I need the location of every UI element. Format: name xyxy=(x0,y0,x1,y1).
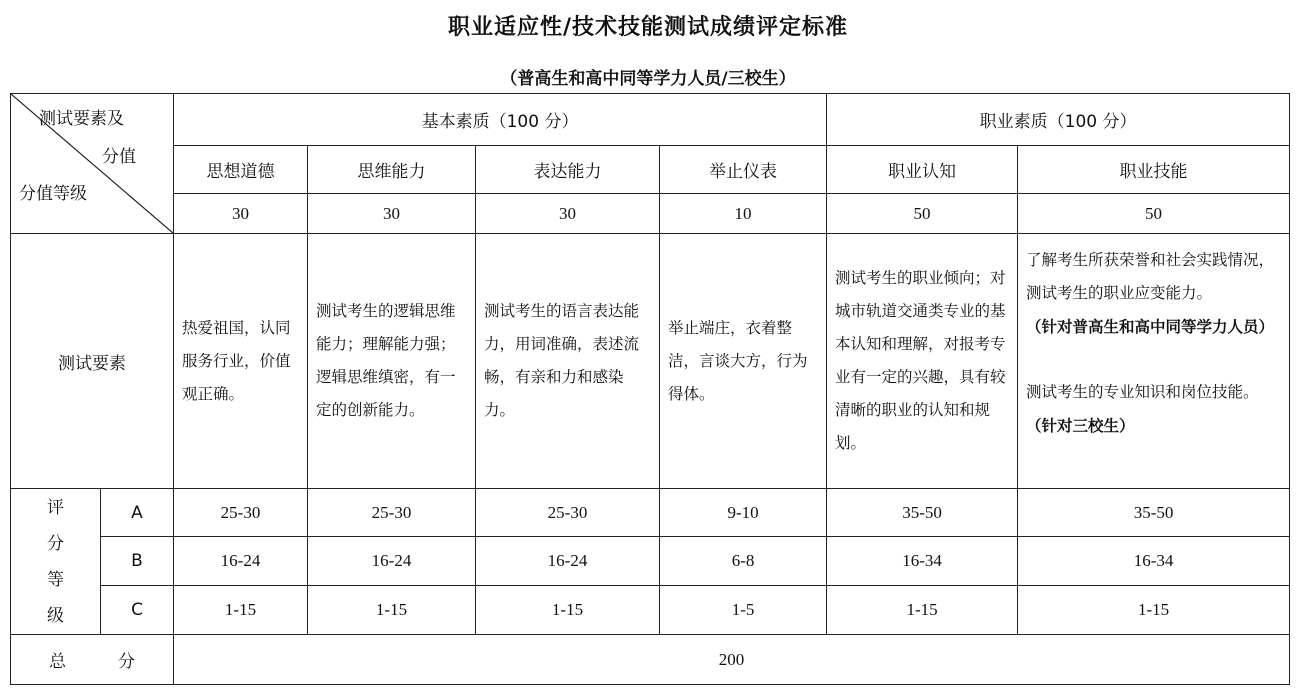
grade-range: 6-8 xyxy=(660,537,827,586)
grade-range: 1-15 xyxy=(827,586,1018,635)
grade-range: 1-15 xyxy=(174,586,308,635)
grading-label-char: 评 xyxy=(47,497,64,518)
page-subtitle: （普高生和高中同等学力人员/三校生） xyxy=(500,69,796,89)
column-score: 50 xyxy=(827,194,1018,234)
skills-desc-target2: （针对三校生） xyxy=(1026,416,1135,435)
grade-range: 16-34 xyxy=(1018,537,1290,586)
column-name: 职业认知 xyxy=(827,146,1018,194)
elements-label: 测试要素 xyxy=(11,234,174,489)
column-score: 30 xyxy=(174,194,308,234)
grade-row-c xyxy=(11,586,1290,635)
total-label-a: 总 xyxy=(49,652,66,672)
element-description: 测试考生的职业倾向；对城市轨道交通类专业的基本认知和理解，对报考专业有一定的兴趣，具有较清晰的职业的认知和规划。 xyxy=(827,234,1018,489)
grade-letter: A xyxy=(101,489,174,537)
group-header-professional: 职业素质（100 分） xyxy=(827,94,1290,146)
grade-range: 1-15 xyxy=(1018,586,1290,635)
grade-range: 35-50 xyxy=(827,489,1018,537)
element-description: 举止端庄，衣着整洁，言谈大方，行为得体。 xyxy=(660,234,827,489)
grade-letter: B xyxy=(101,537,174,586)
element-description: 测试考生的逻辑思维能力；理解能力强；逻辑思维缜密，有一定的创新能力。 xyxy=(308,234,476,489)
column-name: 职业技能 xyxy=(1018,146,1290,194)
grade-range: 1-5 xyxy=(660,586,827,635)
corner-label-score: 分值 xyxy=(102,147,136,167)
grade-range: 25-30 xyxy=(174,489,308,537)
column-score-row xyxy=(11,194,1290,234)
element-description: 测试考生的语言表达能力，用词准确，表述流畅，有亲和力和感染力。 xyxy=(476,234,660,489)
grade-range: 16-24 xyxy=(174,537,308,586)
column-score: 10 xyxy=(660,194,827,234)
grading-label-char: 分 xyxy=(47,533,64,554)
skills-desc-part2 xyxy=(1026,376,1281,443)
grade-letter: C xyxy=(101,586,174,635)
column-name: 思想道德 xyxy=(174,146,308,194)
column-score: 50 xyxy=(1018,194,1290,234)
column-name: 举止仪表 xyxy=(660,146,827,194)
grade-range: 1-15 xyxy=(476,586,660,635)
skills-desc-target1: （针对普高生和高中同等学力人员） xyxy=(1026,317,1275,336)
grade-range: 16-24 xyxy=(308,537,476,586)
grade-range: 9-10 xyxy=(660,489,827,537)
grade-range: 16-24 xyxy=(476,537,660,586)
group-header-basic: 基本素质（100 分） xyxy=(174,94,827,146)
corner-label-grade: 分值等级 xyxy=(19,184,87,204)
corner-header-cell xyxy=(11,94,174,234)
column-score: 30 xyxy=(308,194,476,234)
page-title: 职业适应性/技术技能测试成绩评定标准 xyxy=(447,15,849,40)
grade-range: 35-50 xyxy=(1018,489,1290,537)
total-row xyxy=(11,635,1290,685)
total-label xyxy=(11,635,174,685)
grading-label xyxy=(11,489,101,635)
column-name: 表达能力 xyxy=(476,146,660,194)
grade-range: 25-30 xyxy=(308,489,476,537)
grade-range: 16-34 xyxy=(827,537,1018,586)
total-label-b: 分 xyxy=(118,652,135,672)
grade-range: 25-30 xyxy=(476,489,660,537)
element-description: 热爱祖国，认同服务行业，价值观正确。 xyxy=(174,234,308,489)
skills-desc-text2: 测试考生的专业知识和岗位技能。 xyxy=(1026,383,1259,401)
column-score: 30 xyxy=(476,194,660,234)
skills-desc-part1: 了解考生所获荣誉和社会实践情况，测试考生的职业应变能力。 xyxy=(1026,251,1275,302)
group-header-row xyxy=(11,94,1290,146)
grade-row-a xyxy=(11,489,1290,537)
grading-label-char: 级 xyxy=(47,605,64,626)
grade-row-b xyxy=(11,537,1290,586)
element-description-skills xyxy=(1018,234,1290,489)
scoring-standards-table xyxy=(10,93,1290,685)
grade-range: 1-15 xyxy=(308,586,476,635)
skills-desc-spacer xyxy=(1026,343,1281,376)
grading-label-char: 等 xyxy=(47,569,64,590)
elements-row xyxy=(11,234,1290,489)
column-name-row xyxy=(11,146,1290,194)
corner-label-elements: 测试要素及 xyxy=(39,109,124,129)
column-name: 思维能力 xyxy=(308,146,476,194)
total-value: 200 xyxy=(174,635,1290,685)
